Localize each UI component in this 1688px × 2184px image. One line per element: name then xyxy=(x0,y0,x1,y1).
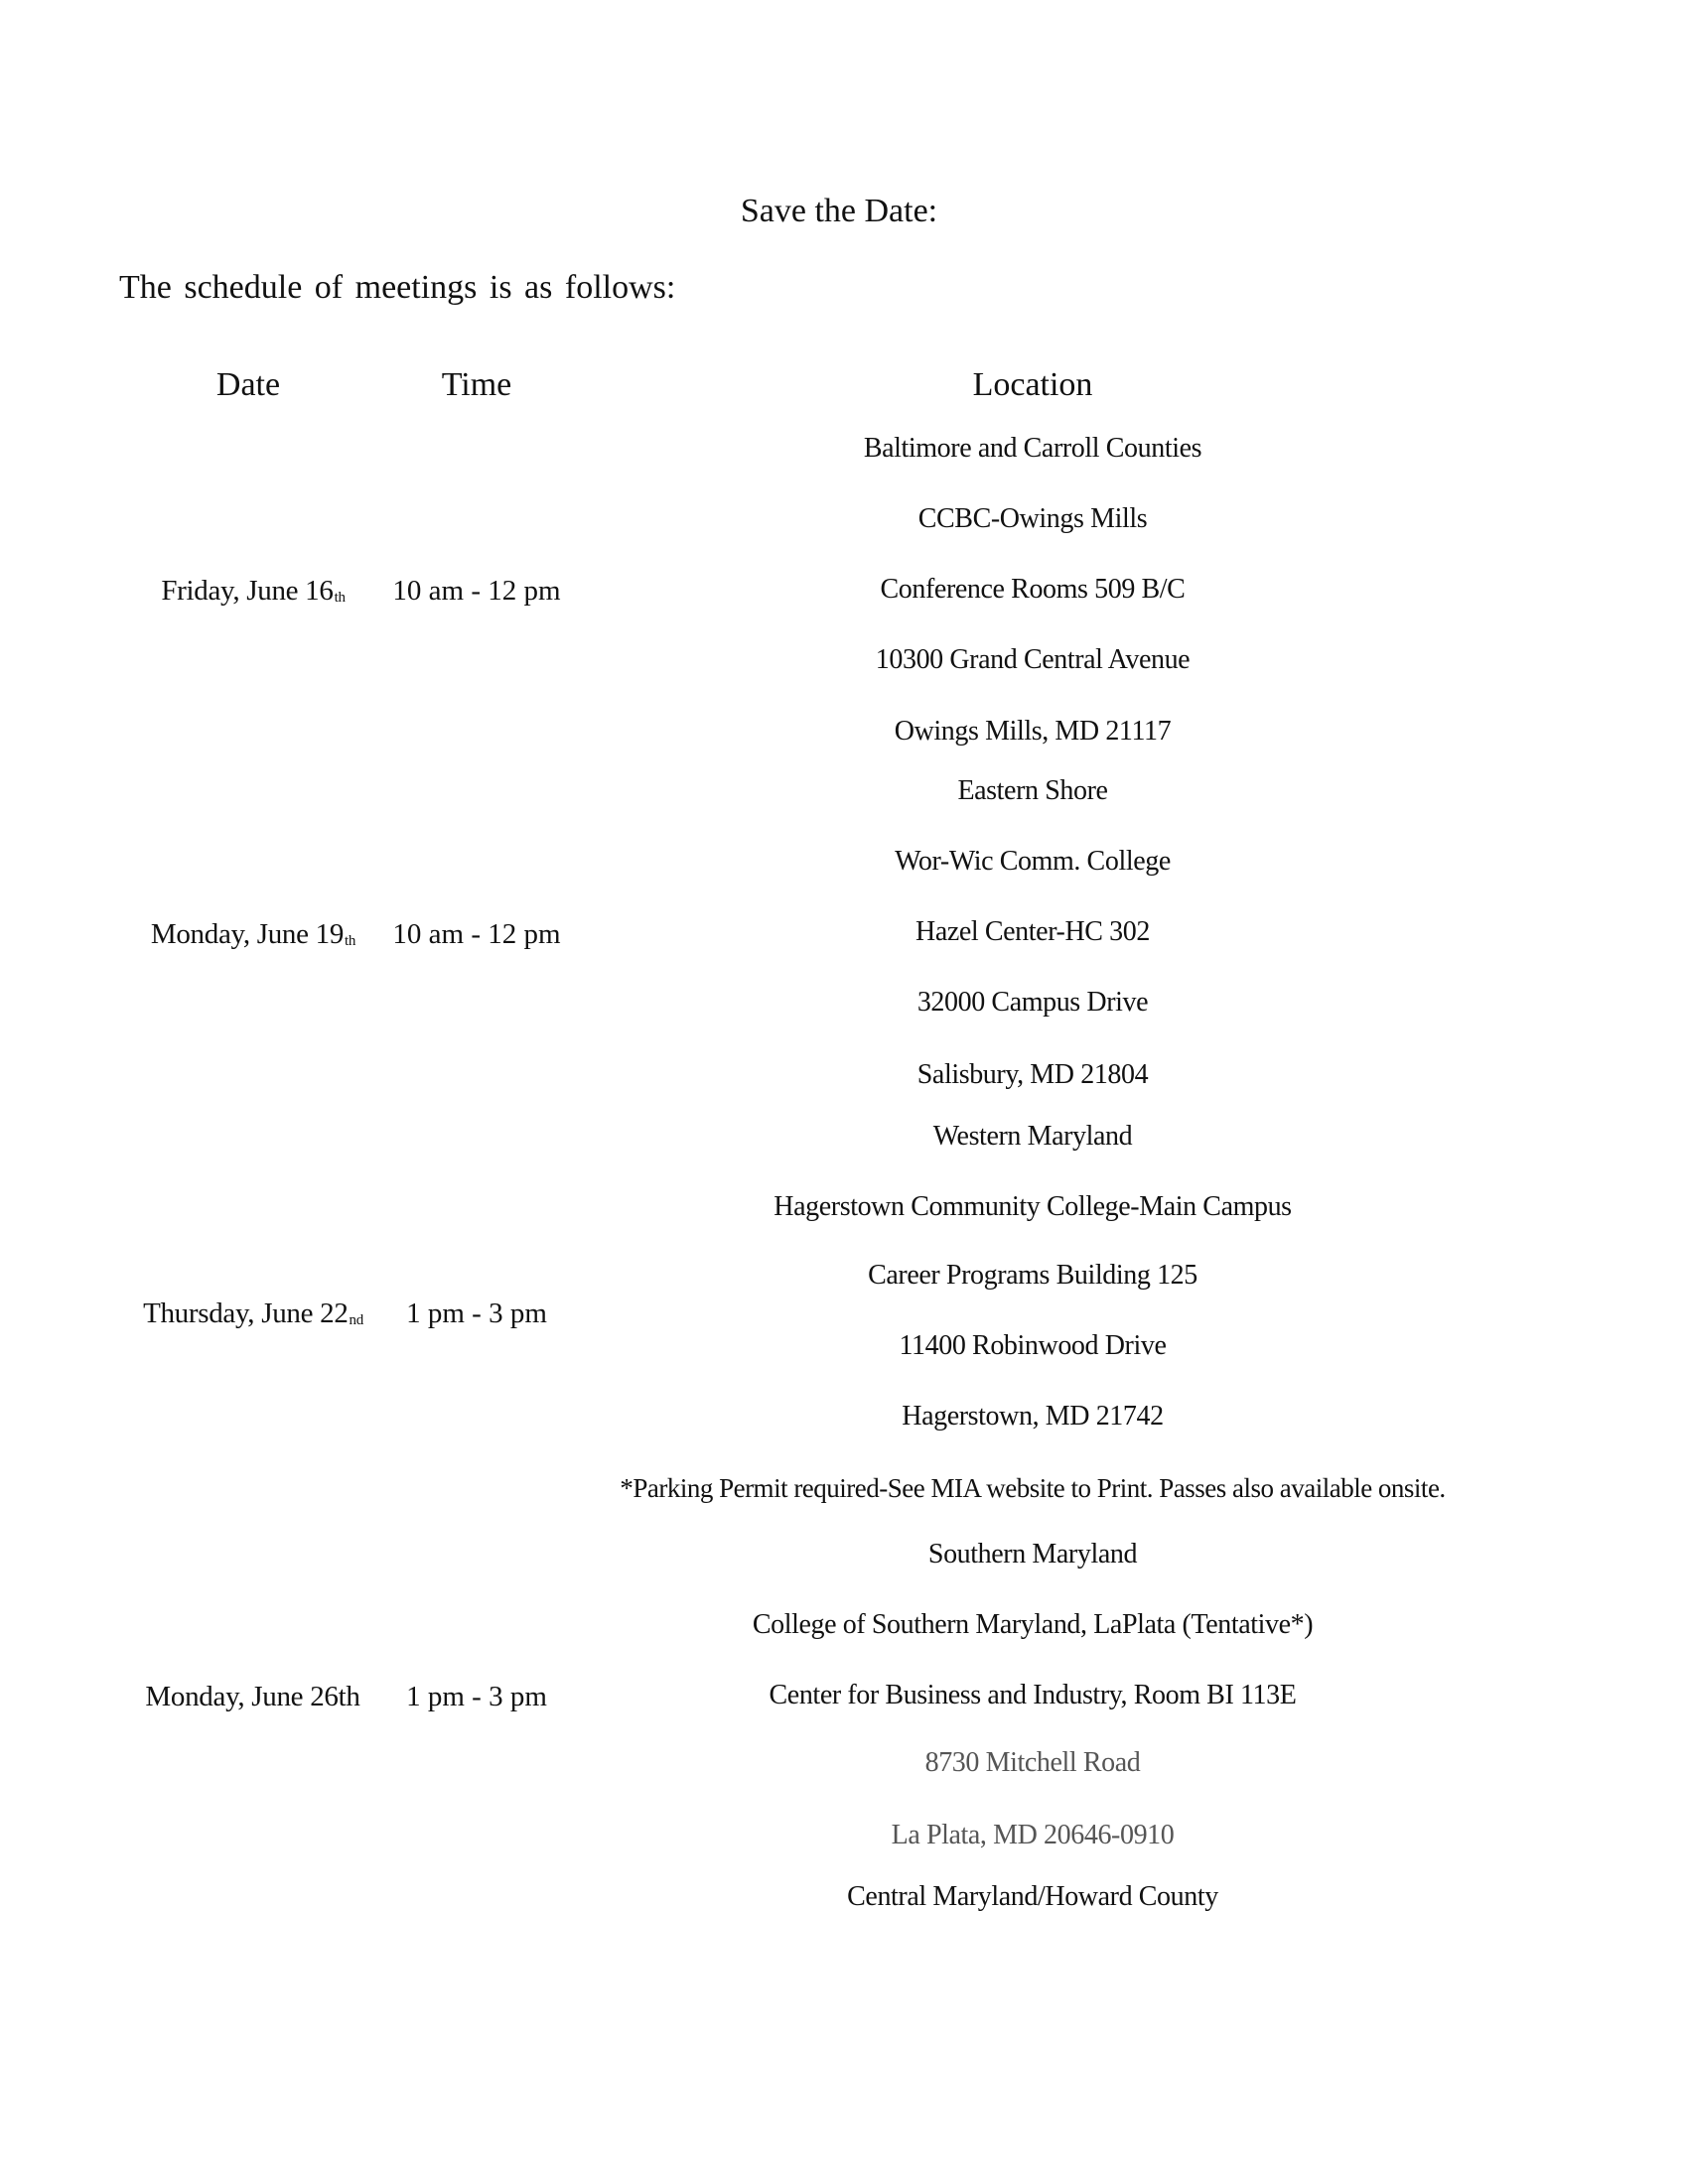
meeting-4-date: Monday, June 26th xyxy=(145,1681,360,1712)
column-header-date: Date xyxy=(215,366,281,403)
meeting-2-date-suffix: th xyxy=(345,933,356,949)
meeting-1-time: 10 am - 12 pm xyxy=(392,575,561,607)
page-title: Save the Date: xyxy=(740,193,938,229)
meeting-4-region: Southern Maryland xyxy=(927,1539,1138,1570)
meeting-3-street: 11400 Robinwood Drive xyxy=(899,1330,1167,1361)
meeting-3-city: Hagerstown, MD 21742 xyxy=(902,1401,1164,1432)
meeting-4-street: 8730 Mitchell Road xyxy=(924,1747,1141,1778)
meeting-2-room: Hazel Center-HC 302 xyxy=(915,916,1150,947)
meeting-1-venue: CCBC-Owings Mills xyxy=(917,503,1148,534)
column-header-time: Time xyxy=(441,366,512,403)
meeting-3-date-suffix: nd xyxy=(349,1312,363,1328)
meeting-4-city: La Plata, MD 20646-0910 xyxy=(891,1820,1175,1850)
meeting-3-room: Career Programs Building 125 xyxy=(868,1260,1197,1291)
meeting-1-date-suffix: th xyxy=(334,590,346,606)
meeting-2-region: Eastern Shore xyxy=(957,775,1108,806)
meeting-1-street: 10300 Grand Central Avenue xyxy=(875,644,1191,675)
meeting-3-date: Thursday, June $22_{nd}$ xyxy=(143,1297,363,1329)
meeting-1-date: Friday, June $16_{th}$ xyxy=(161,575,346,607)
meeting-4-room: Center for Business and Industry, Room BI 113E xyxy=(769,1680,1297,1710)
meeting-4-venue: College of Southern Maryland, LaPlata (Tentative*) xyxy=(752,1609,1314,1640)
meeting-5-region: Central Maryland/Howard County xyxy=(847,1881,1218,1912)
column-header-location: Location xyxy=(972,366,1093,403)
meeting-1-city: Owings Mills, MD 21117 xyxy=(894,716,1172,747)
meeting-2-venue: Wor-Wic Comm. College xyxy=(895,846,1171,877)
meeting-2-street: 32000 Campus Drive xyxy=(916,987,1149,1018)
meeting-2-date: Monday, June $19_{th}$ xyxy=(150,918,356,950)
meeting-3-region: Western Maryland xyxy=(932,1121,1133,1152)
meeting-2-time: 10 am - 12 pm xyxy=(392,918,561,950)
meeting-2-city: Salisbury, MD 21804 xyxy=(916,1059,1149,1090)
parking-note: *Parking Permit required-See MIA website to Print. Passes also available onsite. xyxy=(620,1473,1446,1503)
meeting-4-time: 1 pm - 3 pm xyxy=(406,1681,547,1712)
meeting-3-venue: Hagerstown Community College-Main Campus xyxy=(774,1191,1292,1222)
intro-text: The schedule of meetings is as follows: xyxy=(119,269,676,306)
meeting-3-time: 1 pm - 3 pm xyxy=(406,1297,547,1329)
meeting-1-room: Conference Rooms 509 B/C xyxy=(880,574,1186,605)
meeting-1-region: Baltimore and Carroll Counties xyxy=(863,433,1202,464)
